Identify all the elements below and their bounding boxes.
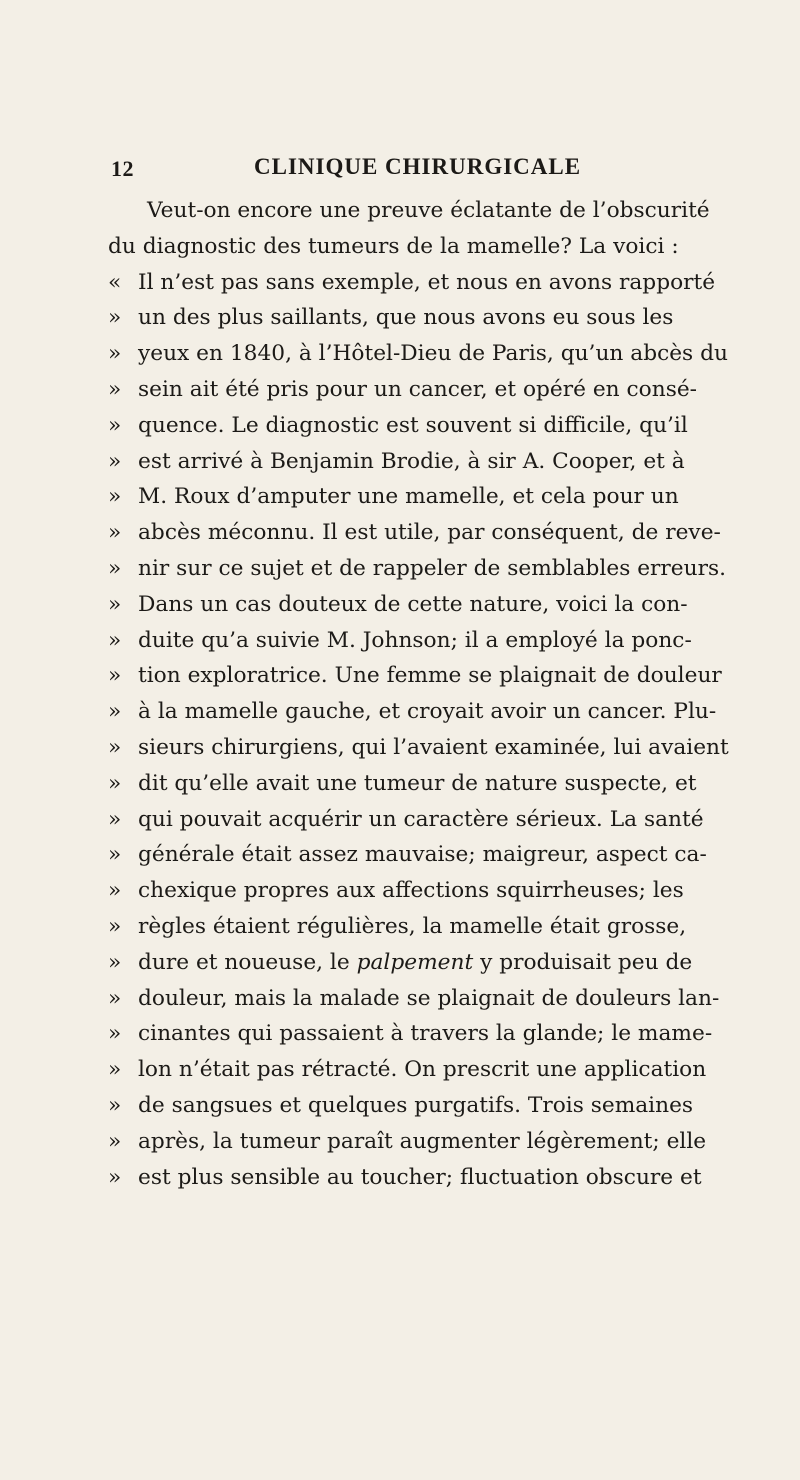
quote-mark: »	[108, 663, 122, 689]
quote-mark: »	[108, 448, 122, 474]
text-line: « Il n’est pas sans exemple, et nous en avons rapporté	[108, 265, 738, 301]
text-line: » dure et noueuse, le palpement y produisait peu de	[108, 945, 738, 981]
quote-mark: »	[108, 412, 122, 438]
text-line: » nir sur ce sujet et de rappeler de semblables erreurs.	[108, 551, 738, 587]
text-line: » douleur, mais la malade se plaignait de douleurs lan-	[108, 981, 738, 1017]
quote-mark: »	[108, 1164, 122, 1190]
text-line: » quence. Le diagnostic est souvent si difficile, qu’il	[108, 408, 738, 444]
text-line: » dit qu’elle avait une tumeur de nature suspecte, et	[108, 766, 738, 802]
text-line: » lon n’était pas rétracté. On prescrit une application	[108, 1052, 738, 1088]
quote-mark: »	[108, 520, 122, 546]
page-header	[0, 150, 800, 190]
quote-mark: »	[108, 734, 122, 760]
quote-mark: »	[108, 591, 122, 617]
quote-mark: »	[108, 376, 122, 402]
text-line: » Dans un cas douteux de cette nature, voici la con-	[108, 587, 738, 623]
text-line: » duite qu’a suivie M. Johnson; il a employé la ponc-	[108, 623, 738, 659]
text-line: » chexique propres aux affections squirrheuses; les	[108, 873, 738, 909]
quote-mark: »	[108, 949, 122, 975]
text-line: » cinantes qui passaient à travers la glande; le mame-	[108, 1016, 738, 1052]
quote-mark: »	[108, 913, 122, 939]
text-line: du diagnostic des tumeurs de la mamelle? La voici :	[108, 233, 679, 259]
text-line: » est plus sensible au toucher; fluctuation obscure et	[108, 1160, 738, 1196]
quote-mark: »	[108, 878, 122, 904]
text-line: » après, la tumeur paraît augmenter légèrement; elle	[108, 1124, 738, 1160]
quote-mark: »	[108, 555, 122, 581]
quote-mark: »	[108, 305, 122, 331]
quote-mark: »	[108, 806, 122, 832]
quote-mark: »	[108, 842, 122, 868]
quote-mark: «	[108, 269, 122, 295]
text-line: » sein ait été pris pour un cancer, et opéré en consé-	[108, 372, 738, 408]
text-line: » générale était assez mauvaise; maigreur, aspect ca-	[108, 837, 738, 873]
running-head: CLINIQUE CHIRURGICALE	[254, 154, 582, 179]
text-line: » sieurs chirurgiens, qui l’avaient examinée, lui avaient	[108, 730, 738, 766]
quote-mark: »	[108, 484, 122, 510]
quote-mark: »	[108, 1092, 122, 1118]
quote-mark: »	[108, 770, 122, 796]
text-line: » à la mamelle gauche, et croyait avoir un cancer. Plu-	[108, 694, 738, 730]
text-line: » qui pouvait acquérir un caractère sérieux. La santé	[108, 802, 738, 838]
italic-term: palpement	[356, 949, 474, 975]
page-number: 12	[111, 156, 134, 181]
quote-mark: »	[108, 627, 122, 653]
text-line: » règles étaient régulières, la mamelle était grosse,	[108, 909, 738, 945]
quote-mark: »	[108, 699, 122, 725]
text-line: » abcès méconnu. Il est utile, par conséquent, de reve-	[108, 515, 738, 551]
text-line: » yeux en 1840, à l’Hôtel-Dieu de Paris, qu’un abcès du	[108, 336, 738, 372]
quote-mark: »	[108, 985, 122, 1011]
text-line: » tion exploratrice. Une femme se plaignait de douleur	[108, 658, 738, 694]
body-text	[108, 193, 738, 1195]
text-line: » un des plus saillants, que nous avons eu sous les	[108, 300, 738, 336]
text-line: » de sangsues et quelques purgatifs. Trois semaines	[108, 1088, 738, 1124]
quote-mark: »	[108, 1057, 122, 1083]
text-line: » est arrivé à Benjamin Brodie, à sir A. Cooper, et à	[108, 444, 738, 480]
quote-mark: »	[108, 1021, 122, 1047]
text-line: » M. Roux d’amputer une mamelle, et cela pour un	[108, 479, 738, 515]
quote-mark: »	[108, 341, 122, 367]
quote-mark: »	[108, 1128, 122, 1154]
text-line: Veut-on encore une preuve éclatante de l’obscurité	[147, 198, 710, 223]
